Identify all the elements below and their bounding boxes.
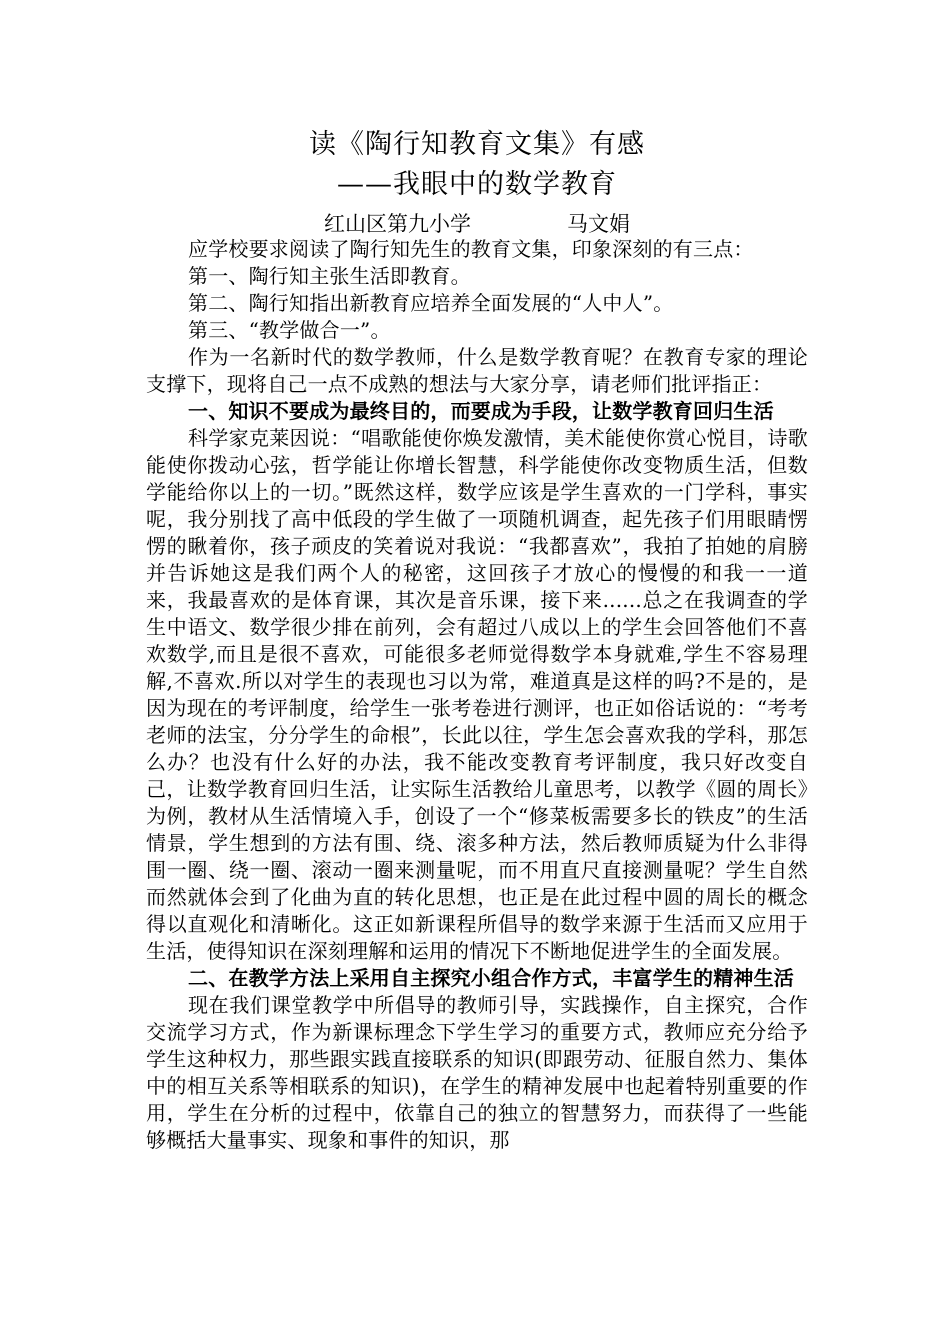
preface-paragraph: 作为一名新时代的数学教师，什么是数学教育呢？在教育专家的理论支撑下，现将自己一点不成熟的想法与大家分享，请老师们批评指正： — [146, 345, 808, 396]
section-two-body: 现在我们课堂教学中所倡导的教师引导，实践操作，自主探究，合作交流学习方式，作为新课标理念下学生学习的重要方式，教师应充分给予学生这种权力，那些跟实践直接联系的知识(即跟劳动、征服自然力、集体中的相互关系等相联系的知识)，在学生的精神发展中也起着特别重要的作用，学生在分析的过程中，依靠自己的独立的智慧努力，而获得了一些能够概括大量事实、现象和事件的知识，那 — [146, 993, 808, 1152]
section-two-heading: 二、在教学方法上采用自主探究小组合作方式，丰富学生的精神生活 — [188, 966, 794, 990]
document-title: 读《陶行知教育文集》有感 — [309, 129, 645, 160]
point-two: 第二、陶行知指出新教育应培养全面发展的“人中人”。 — [188, 291, 674, 315]
byline — [146, 210, 808, 236]
intro-paragraph: 应学校要求阅读了陶行知先生的教育文集，印象深刻的有三点： — [188, 237, 754, 261]
document-page — [146, 128, 808, 1154]
author-name: 马文娟 — [567, 212, 630, 236]
point-one: 第一、陶行知主张生活即教育。 — [188, 264, 471, 288]
document-subtitle: ——我眼中的数学教育 — [337, 169, 617, 200]
section-one-heading: 一、知识不要成为最终目的，而要成为手段，让数学教育回归生活 — [188, 399, 774, 423]
school-name: 红山区第九小学 — [324, 212, 471, 236]
section-one-body: 科学家克莱因说：“唱歌能使你焕发激情，美术能使你赏心悦目，诗歌能使你拨动心弦，哲学能让你增长智慧，科学能使你改变物质生活，但数学能给你以上的一切。”既然这样，数学应该是学生喜欢的一门学科，事实呢，我分别找了高中低段的学生做了一项随机调查，起先孩子们用眼睛愣愣的瞅着你，孩子顽皮的笑着说对我说：“我都喜欢”，我拍了拍她的肩膀并告诉她这是我们两个人的秘密，这回孩子才放心的慢慢的和我一一道来，我最喜欢的是体育课，其次是音乐课，接下来......总之在我调查的学生中语文、数学很少排在前列，会有超过八成以上的学生会回答他们不喜欢数学,而且是很不喜欢，可能很多老师觉得数学本身就难,学生不容易理解,不喜欢.所以对学生的表现也习以为常，难道真是这样的吗?不是的，是因为现在的考评制度，给学生一张考卷进行测评，也正如俗话说的：“考考老师的法宝，分分学生的命根”，长此以往，学生怎会喜欢我的学科，那怎么办？也没有什么好的办法，我不能改变教育考评制度，我只好改变自己，让数学教育回归生活，让实际生活教给儿童思考，以教学《圆的周长》为例，教材从生活情境入手，创设了一个“修菜板需要多长的铁皮”的生活情景，学生想到的方法有围、绕、滚多种方法，然后教师质疑为什么非得围一圈、绕一圈、滚动一圈来测量呢，而不用直尺直接测量呢？学生自然而然就体会到了化曲为直的转化思想，也正是在此过程中圆的周长的概念得以直观化和清晰化。这正如新课程所倡导的数学来源于生活而又应用于生活，使得知识在深刻理解和运用的情况下不断地促进学生的全面发展。 — [146, 426, 808, 963]
point-three: 第三、“教学做合一”。 — [188, 318, 391, 342]
